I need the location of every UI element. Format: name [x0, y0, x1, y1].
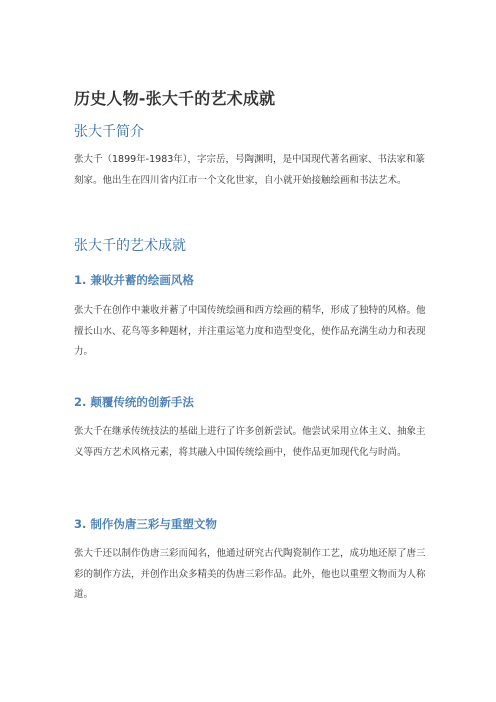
- section-3-heading: 3. 制作伪唐三彩与重塑文物: [74, 517, 217, 531]
- section-1-heading: 1. 兼收并蓄的绘画风格: [74, 273, 194, 287]
- achievements-heading: 张大千的艺术成就: [74, 238, 186, 254]
- section-1-paragraph: 张大千在创作中兼收并蓄了中国传统绘画和西方绘画的精华，形成了独特的风格。他擅长山水、花鸟等多种题材，并注重运笔力度和造型变化，使作品充满生动力和表现力。: [74, 305, 426, 357]
- intro-heading: 张大千简介: [74, 124, 144, 140]
- section-2-paragraph: 张大千在继承传统技法的基础上进行了许多创新尝试。他尝试采用立体主义、抽象主义等西方艺术风格元素，将其融入中国传统绘画中，使作品更加现代化与时尚。: [74, 426, 426, 458]
- section-2-heading: 2. 颠覆传统的创新手法: [74, 395, 194, 409]
- intro-paragraph: 张大千（1899年-1983年），字宗岳，号陶渊明，是中国现代著名画家、书法家和篆刻家。他出生在四川省内江市一个文化世家，自小就开始接触绘画和书法艺术。: [74, 154, 426, 186]
- section-3-paragraph: 张大千还以制作伪唐三彩而闻名，他通过研究古代陶瓷制作工艺，成功地还原了唐三彩的制作方法，并创作出众多精美的伪唐三彩作品。此外，他也以重塑文物而为人称道。: [74, 548, 426, 600]
- document-title: 历史人物-张大千的艺术成就: [74, 89, 276, 108]
